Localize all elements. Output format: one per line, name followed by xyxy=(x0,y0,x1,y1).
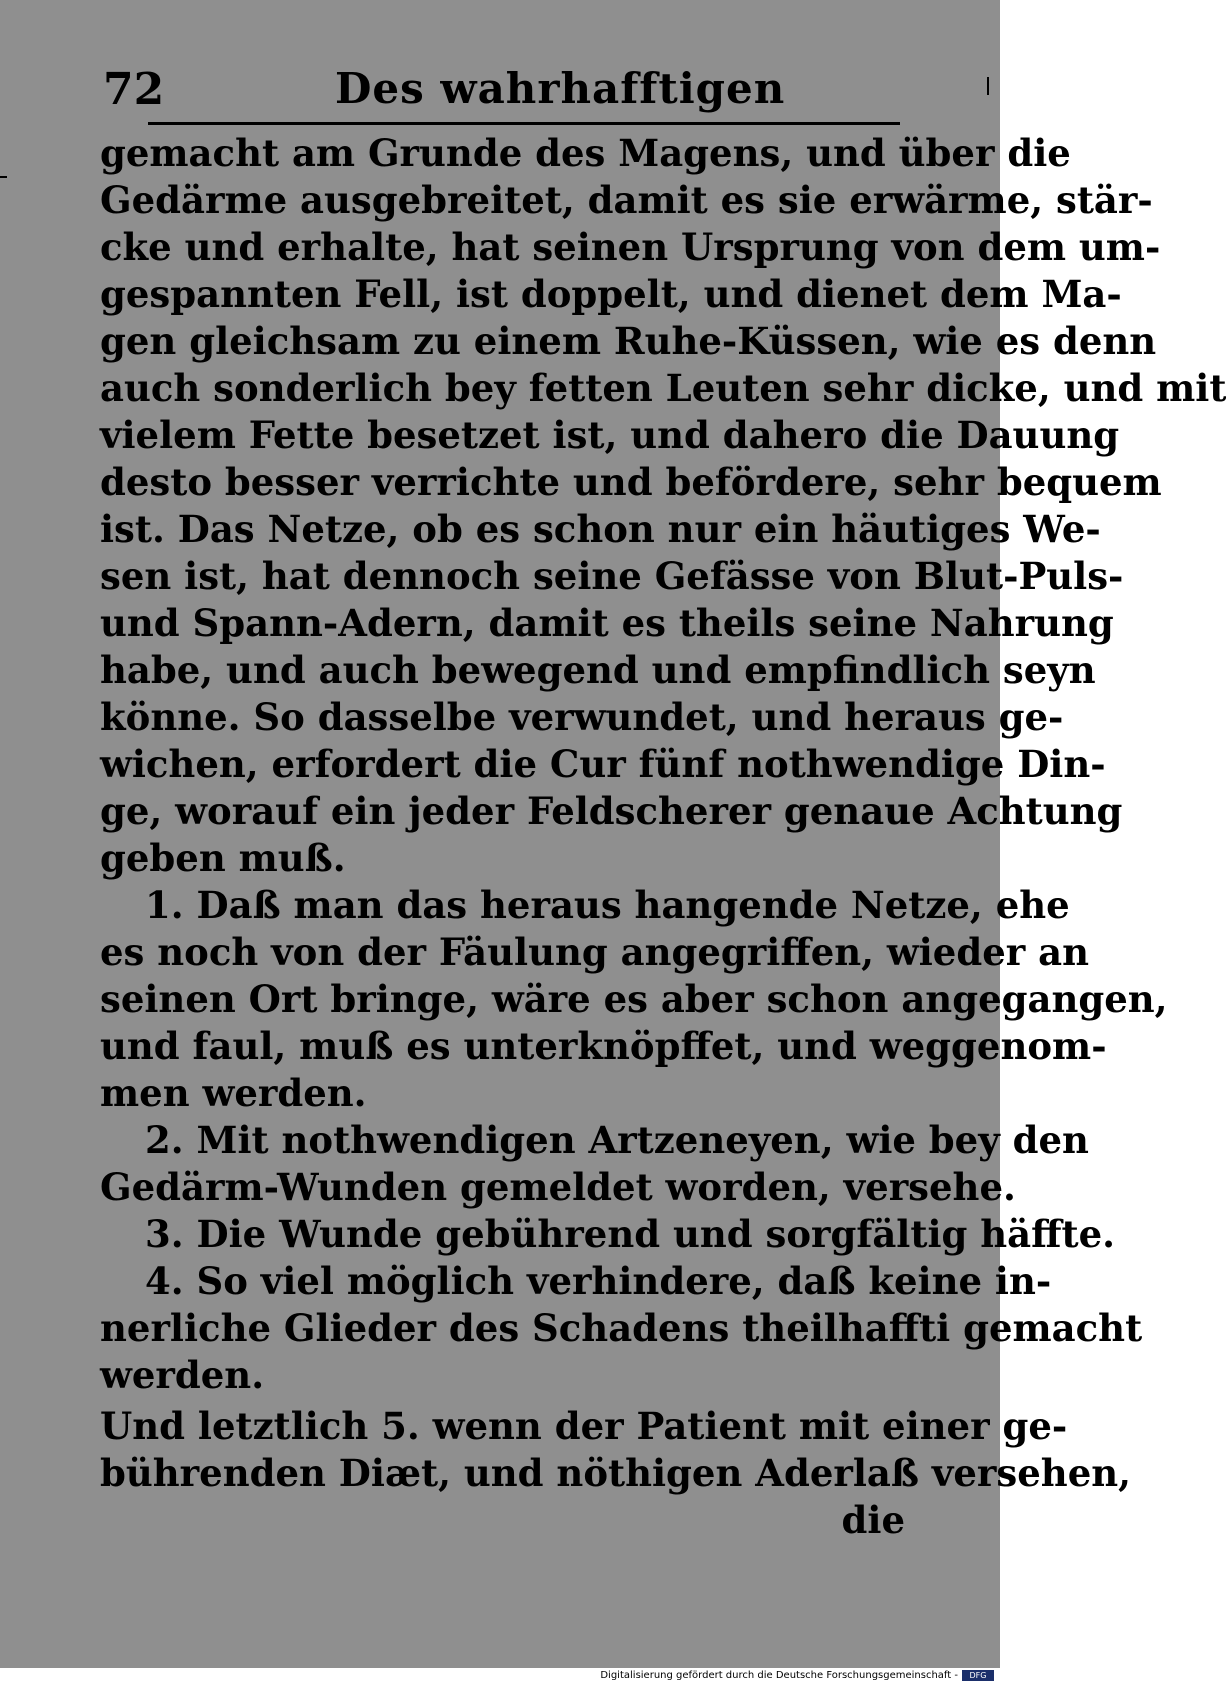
item-5-line: Und letztlich 5. wenn der Patient mit einer ge- xyxy=(100,1404,1068,1448)
item-4-line: werden. xyxy=(100,1353,265,1397)
body-line: gemacht am Grunde des Magens, und über die xyxy=(100,131,1071,175)
body-line: ge, worauf ein jeder Feldscherer genaue Achtung xyxy=(100,789,1123,833)
item-1-line: men werden. xyxy=(100,1071,367,1115)
body-line: sen ist, hat dennoch seine Gefässe von Blut-Puls- xyxy=(100,554,1124,598)
page-header xyxy=(103,56,900,116)
body-line: und Spann-Adern, damit es theils seine Nahrung xyxy=(100,601,1114,645)
item-5-line: bührenden Diæt, und nöthigen Aderlaß versehen, xyxy=(100,1451,1132,1495)
body-line: vielem Fette besetzet ist, und dahero die Dauung xyxy=(100,413,1120,457)
body-line: cke und erhalte, hat seinen Ursprung von dem um- xyxy=(100,225,1161,269)
margin-mark-right xyxy=(987,77,989,95)
body-line: auch sonderlich bey fetten Leuten sehr dicke, und mit xyxy=(100,366,1226,410)
body-line: desto besser verrichte und befördere, sehr bequem xyxy=(100,460,1162,504)
body-line: gespannten Fell, ist doppelt, und dienet dem Ma- xyxy=(100,272,1122,316)
running-title: Des wahrhafftigen xyxy=(335,64,786,113)
body-line: könne. So dasselbe verwundet, und heraus ge- xyxy=(100,695,1064,739)
footer xyxy=(0,1668,1000,1683)
header-rule xyxy=(148,122,900,125)
body-line: wichen, erfordert die Cur fünf nothwendige Din- xyxy=(100,742,1106,786)
body-line: gen gleichsam zu einem Ruhe-Küssen, wie es denn xyxy=(100,319,1157,363)
item-2-line: Gedärm-Wunden gemeldet worden, versehe. xyxy=(100,1165,1016,1209)
catchword: die xyxy=(841,1498,905,1542)
item-1-line: es noch von der Fäulung angegriffen, wieder an xyxy=(100,930,1090,974)
body-line: ist. Das Netze, ob es schon nur ein häutiges We- xyxy=(100,507,1101,551)
body-line: Gedärme ausgebreitet, damit es sie erwärme, stär- xyxy=(100,178,1153,222)
body-line: geben muß. xyxy=(100,836,346,880)
digitization-credit: Digitalisierung gefördert durch die Deutsche Forschungsgemeinschaft - xyxy=(600,1670,958,1681)
item-1-line: seinen Ort bringe, wäre es aber schon angegangen, xyxy=(100,977,1168,1021)
item-1-line: 1. Daß man das heraus hangende Netze, ehe xyxy=(145,883,1070,927)
body-text xyxy=(100,130,1226,1544)
item-2-line: 2. Mit nothwendigen Artzeneyen, wie bey den xyxy=(145,1118,1089,1162)
item-4-line: 4. So viel möglich verhindere, daß keine in- xyxy=(145,1259,1052,1303)
item-1-line: und faul, muß es unterknöpffet, und weggenom- xyxy=(100,1024,1107,1068)
item-4-line: nerliche Glieder des Schadens theilhaffti gemacht xyxy=(100,1306,1143,1350)
dfg-logo: DFG xyxy=(962,1670,994,1681)
item-3-line: 3. Die Wunde gebührend und sorgfältig häffte. xyxy=(145,1212,1116,1256)
margin-mark-left xyxy=(0,176,7,178)
body-line: habe, und auch bewegend und empfindlich seyn xyxy=(100,648,1096,692)
page-number: 72 xyxy=(103,64,165,115)
